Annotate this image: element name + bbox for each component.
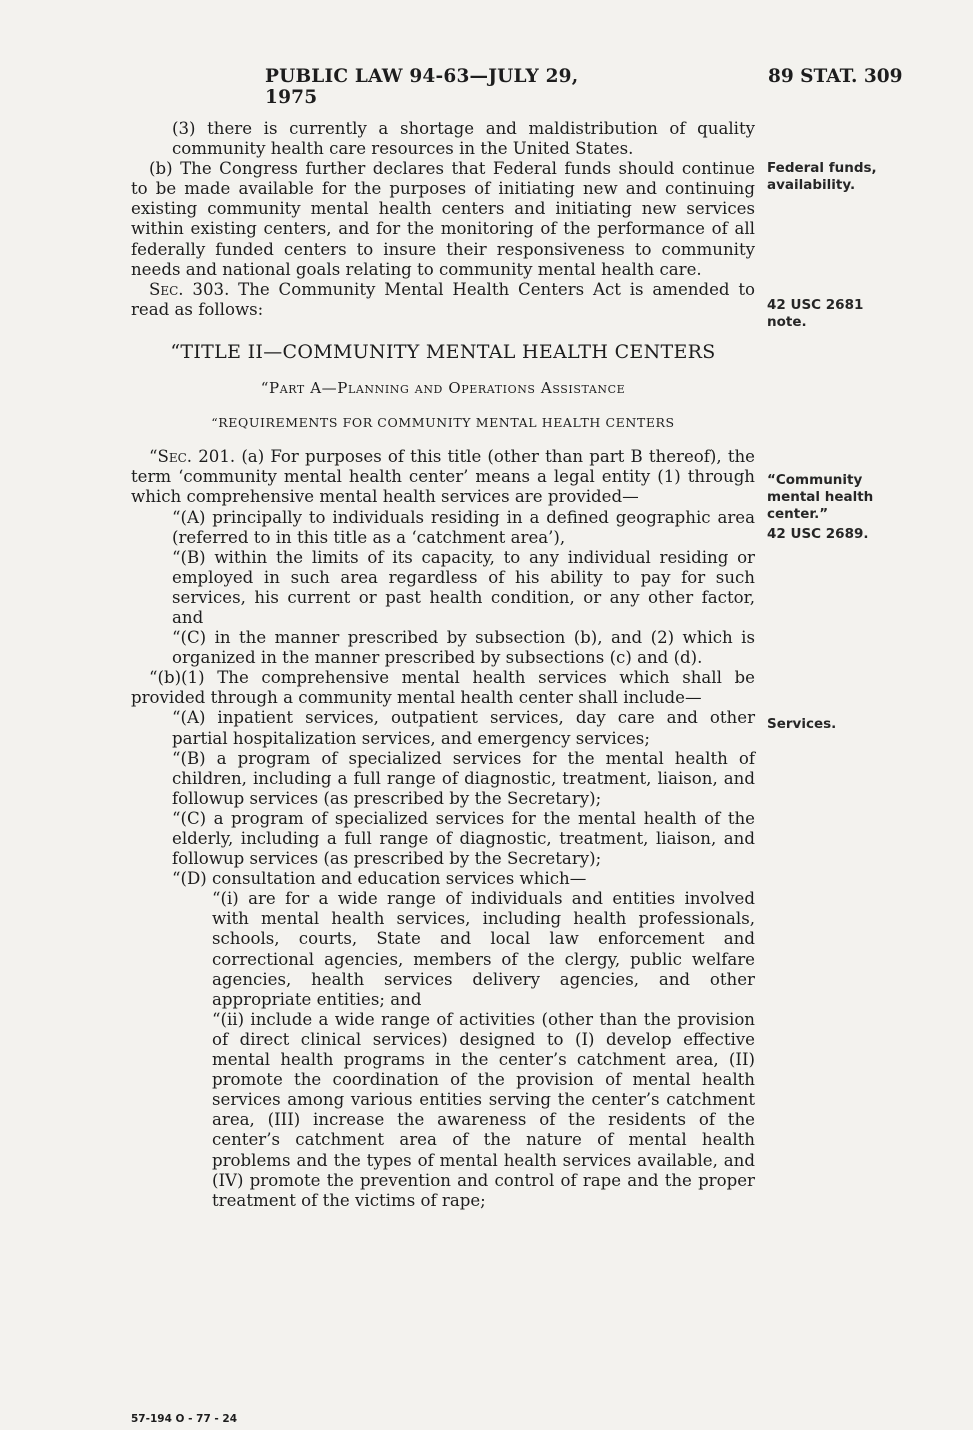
sec-label: Sec. [157,447,193,467]
print-code-footer: 57-194 O - 77 - 24 [131,1413,238,1425]
clause-b-D-i: “(i) are for a wide range of individuals and entities involved with mental health services, including health professionals, schools, courts, State and local law enforcement and correctional agencies, members of the clergy, public welfare agencies, health services delivery agencies, and other appropriate entities; and [212,889,755,1009]
clause-a-C: “(C) in the manner prescribed by subsection (b), and (2) which is organized in the manner prescribed by subsections (c) and (d). [172,628,755,668]
clause-b-B: “(B) a program of specialized services for the mental health of children, including a full range of diagnostic, treatment, liaison, and followup services (as prescribed by the Secretary); [172,748,755,808]
margin-note-services: Services. [767,716,837,732]
clause-b-D: “(D) consultation and education services which— [172,869,587,889]
section-303 [131,280,755,320]
clause-b-A: “(A) inpatient services, outpatient services, day care and other partial hospitalization services, and emergency services; [172,708,755,748]
sec-label: Sec. [149,279,184,299]
margin-note-usc-2681: 42 USC 2681 note. [767,297,864,330]
open-quote: “ [149,447,158,467]
margin-note-usc-2689: 42 USC 2689. [767,526,869,542]
part-heading: “Part A—Planning and Operations Assistance [260,379,626,398]
clause-a-A: “(A) principally to individuals residing in a defined geographic area (referred to in this title as a ‘catchment area’), [172,507,755,547]
requirements-heading: “REQUIREMENTS FOR COMMUNITY MENTAL HEALTH CENTERS [211,415,675,431]
clause-b-C: “(C) a program of specialized services for the mental health of the elderly, including a full range of diagnostic, treatment, liaison, and followup services (as prescribed by the Secretary); [172,808,755,869]
margin-note-cmhc-definition: “Community mental health center.” [767,472,874,522]
section-201-a [131,447,755,507]
title-heading: “TITLE II—COMMUNITY MENTAL HEALTH CENTERS [170,340,716,363]
clause-b-D-ii: “(ii) include a wide range of activities (other than the provision of direct clinical services) designed to (I) develop effective mental health programs in the center’s catchment area, (II) promote the coordination of the provision of mental health services among various entities serving the center’s catchment area, (III) increase the awareness of the residents of the center’s catchment area of the nature of mental health problems and the types of mental health services available, and (IV) promote the prevention and control of rape and the proper treatment of the victims of rape; [212,1009,755,1210]
clause-3: (3) there is currently a shortage and maldistribution of quality community health care resources in the United States. [172,119,755,159]
section-303-text: 303. The Community Mental Health Centers Act is amended to read as follows: [131,279,755,319]
clause-a-B: “(B) within the limits of its capacity, to any individual residing or employed in such area regardless of his ability to pay for such services, his current or past health condition, or any other factor, and [172,547,755,627]
section-201-text: 201. (a) For purposes of this title (other than part B thereof), the term ‘community mental health center’ means a legal entity (1) through which comprehensive mental health services are provided— [131,447,755,507]
subsection-b-declaration: (b) The Congress further declares that Federal funds should continue to be made available for the purposes of initiating new and continuing existing community mental health centers and initiating new services within existing centers, and for the monitoring of the performance of all federally funded centers to insure their responsiveness to community needs and national goals relating to community mental health care. [131,159,755,279]
subsection-b-1: “(b)(1) The comprehensive mental health services which shall be provided through a community mental health center shall include— [131,668,755,708]
page-header-title: PUBLIC LAW 94-63—JULY 29, 1975 [265,66,579,108]
page-header-stat-number: 89 STAT. 309 [768,66,903,87]
margin-note-federal-funds: Federal funds, availability. [767,160,877,193]
main-text-column [131,119,755,1211]
